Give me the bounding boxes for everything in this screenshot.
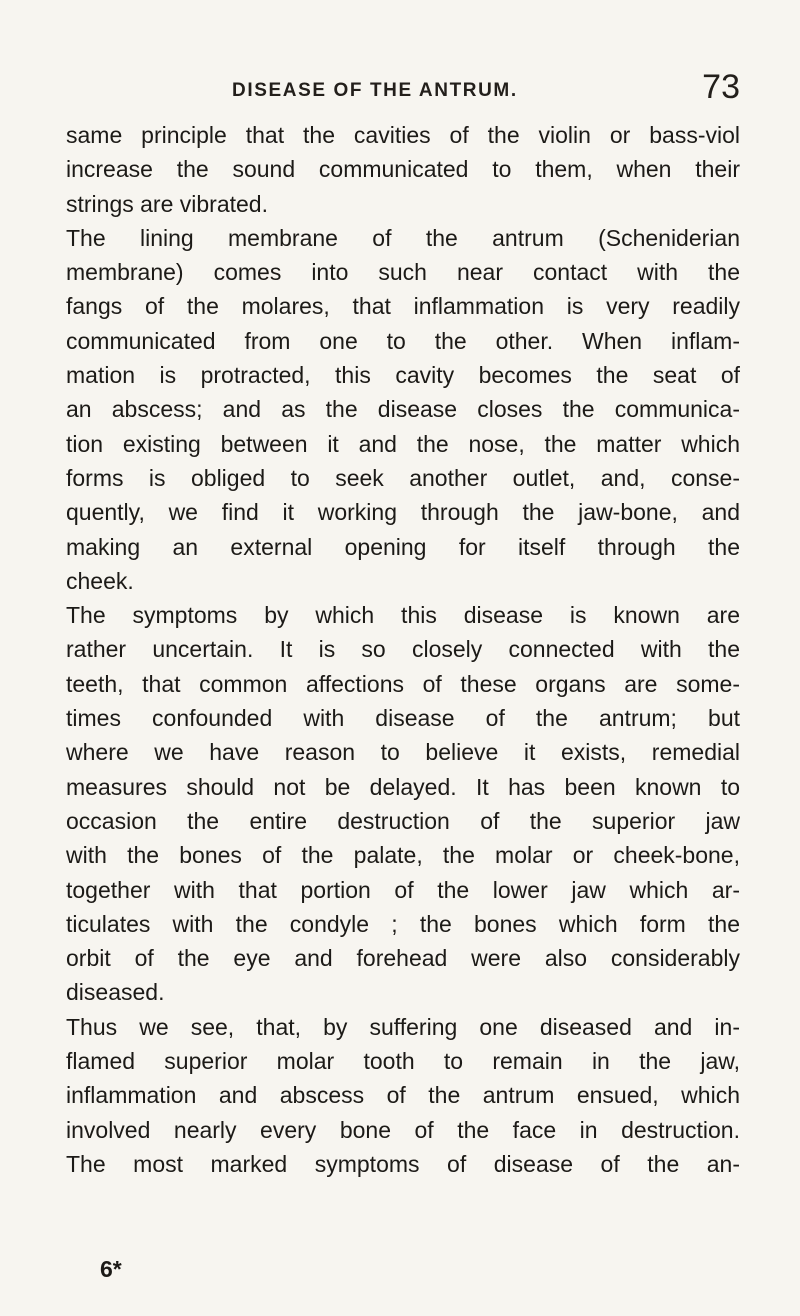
running-title: DISEASE OF THE ANTRUM.: [232, 80, 518, 101]
text-line: same principle that the cavities of the violin or bass-viol: [66, 122, 740, 148]
text-line: rather uncertain. It is so closely connected with the: [66, 636, 740, 663]
page-number: 73: [702, 68, 740, 106]
text-line: making an external opening for itself through the: [66, 533, 740, 560]
text-line: diseased.: [66, 979, 165, 1006]
text-line: orbit of the eye and forehead were also considerably: [66, 945, 740, 972]
text-line: occasion the entire destruction of the superior jaw: [66, 807, 740, 834]
text-line: times confounded with disease of the antrum; but: [66, 705, 740, 732]
text-line: an abscess; and as the disease closes the communica-: [66, 396, 740, 423]
text-line: The most marked symptoms of disease of the an-: [66, 1150, 740, 1177]
text-line: strings are vibrated.: [66, 190, 268, 217]
text-line: with the bones of the palate, the molar or cheek-bone,: [66, 842, 740, 869]
text-line: The lining membrane of the antrum (Scheniderian: [66, 224, 740, 251]
text-line: tion existing between it and the nose, the matter which: [66, 430, 740, 457]
text-line: involved nearly every bone of the face in destruction.: [66, 1116, 740, 1143]
body-text: [66, 118, 740, 1181]
signature-mark: 6*: [100, 1256, 122, 1282]
text-line: measures should not be delayed. It has been known to: [66, 773, 740, 800]
text-line: inflammation and abscess of the antrum ensued, which: [66, 1082, 740, 1109]
text-line: together with that portion of the lower jaw which ar-: [66, 876, 740, 903]
running-head: [66, 68, 740, 112]
text-line: mation is protracted, this cavity becomes the seat of: [66, 362, 740, 389]
text-line: increase the sound communicated to them, when their: [66, 156, 740, 183]
text-line: where we have reason to believe it exists, remedial: [66, 739, 740, 766]
text-line: communicated from one to the other. When inflam-: [66, 327, 740, 354]
text-line: quently, we find it working through the jaw-bone, and: [66, 499, 740, 526]
text-line: The symptoms by which this disease is known are: [66, 602, 740, 629]
text-line: forms is obliged to seek another outlet, and, conse-: [66, 464, 740, 491]
text-line: fangs of the molares, that inflammation is very readily: [66, 293, 740, 320]
text-line: teeth, that common affections of these organs are some-: [66, 670, 740, 697]
text-line: ticulates with the condyle ; the bones which form the: [66, 910, 740, 937]
text-line: cheek.: [66, 567, 134, 594]
text-line: flamed superior molar tooth to remain in the jaw,: [66, 1048, 740, 1075]
text-line: membrane) comes into such near contact with the: [66, 259, 740, 286]
text-line: Thus we see, that, by suffering one diseased and in-: [66, 1013, 740, 1040]
